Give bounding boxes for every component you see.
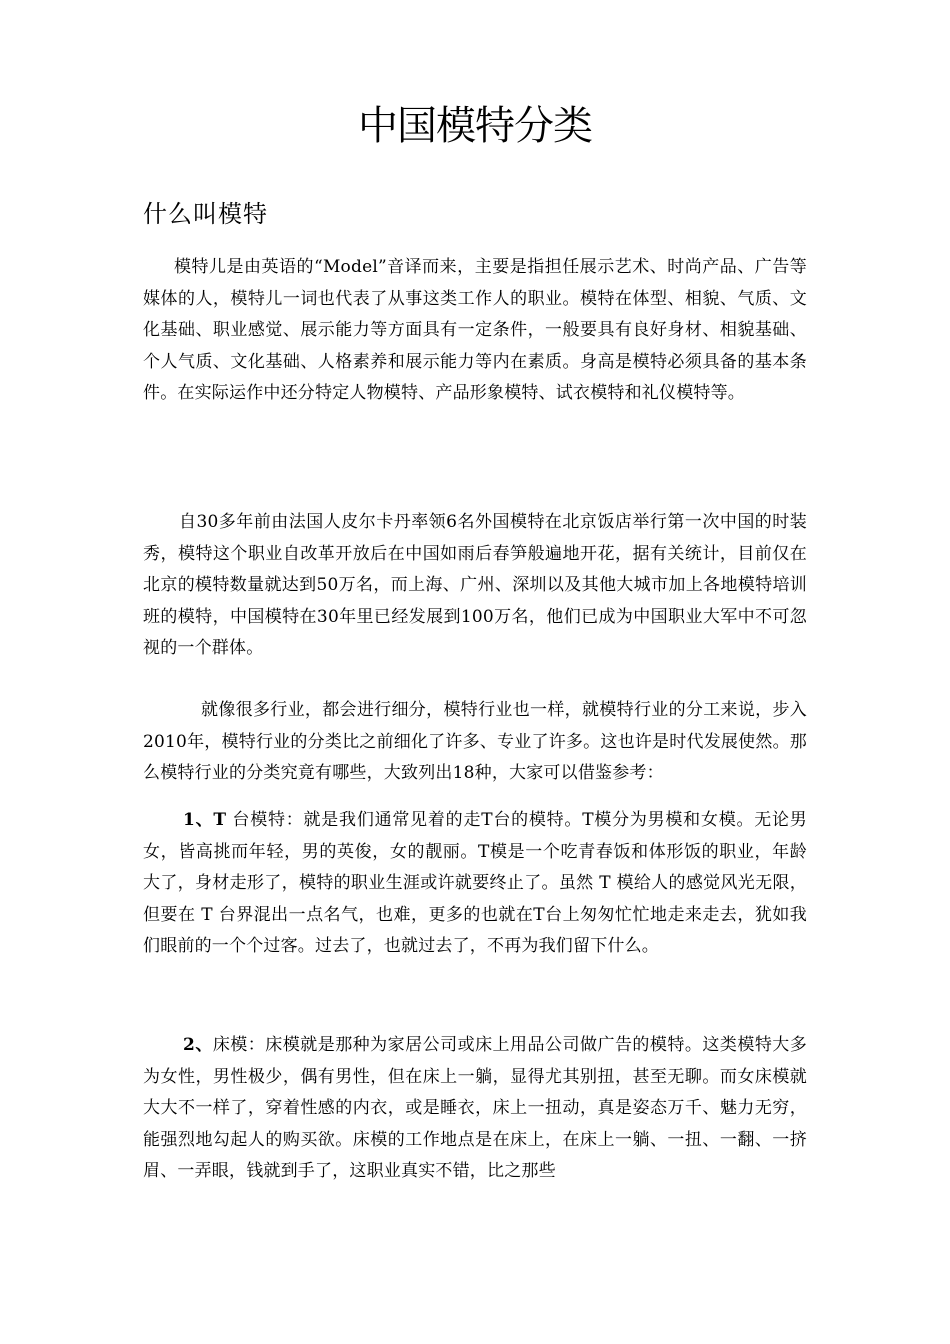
list-item-number: 1、T bbox=[183, 810, 227, 830]
paragraph-text: 模特儿是由英语的“Model”音译而来，主要是指担任展示艺术、时尚产品、广告等媒体的人，模特儿一词也代表了从事这类工作人的职业。模特在体型、相貌、气质、文化基础、职业感觉、展示能力等方面具有一定条件，一般要具有良好身材、相貌基础、个人气质、文化基础、人格素养和展示能力等内在素质。身高是模特必须具备的基本条件。在实际运作中还分特定人物模特、产品形象模特、试衣模特和礼仪模特等。 bbox=[143, 257, 807, 404]
list-item-bed-model bbox=[143, 1030, 807, 1188]
paragraph-text: 就像很多行业，都会进行细分，模特行业也一样，就模特行业的分工来说，步入2010年，模特行业的分类比之前细化了许多、专业了许多。这也许是时代发展使然。那么模特行业的分类究竟有哪些，大致列出18种，大家可以借鉴参考： bbox=[143, 700, 807, 784]
document-title: 中国模特分类 bbox=[358, 103, 592, 149]
list-item-text: 台模特：就是我们通常见着的走T台的模特。T模分为男模和女模。无论男女，皆高挑而年轻，男的英俊，女的靓丽。T模是一个吃青春饭和体形饭的职业，年龄大了，身材走形了，模特的职业生涯或许就要终止了。虽然 T 模给人的感觉风光无限，但要在 T 台界混出一点名气，也难，更多的也就在T台上匆匆忙忙地走来走去，犹如我们眼前的一个个过客。过去了，也就过去了，不再为我们留下什么。 bbox=[143, 810, 807, 957]
paragraph-text: 自30多年前由法国人皮尔卡丹率领6名外国模特在北京饭店举行第一次中国的时装秀，模特这个职业自改革开放后在中国如雨后春笋般遍地开花，据有关统计，目前仅在北京的模特数量就达到50万名，而上海、广州、深圳以及其他大城市加上各地模特培训班的模特，中国模特在30年里已经发展到100万名，他们已成为中国职业大军中不可忽视的一个群体。 bbox=[143, 512, 807, 659]
list-item-number: 2、 bbox=[183, 1035, 213, 1055]
paragraph-definition bbox=[143, 252, 807, 410]
list-item-text: 床模：床模就是那种为家居公司或床上用品公司做广告的模特。这类模特大多为女性，男性极少，偶有男性，但在床上一躺，显得尤其别扭，甚至无聊。而女床模就大大不一样了，穿着性感的内衣，或是睡衣，床上一扭动，真是姿态万千、魅力无穷，能强烈地勾起人的购买欲。床模的工作地点是在床上，在床上一躺、一扭、一翻、一挤眉、一弄眼，钱就到手了，这职业真实不错，比之那些 bbox=[143, 1035, 807, 1182]
list-item-t-stage-model bbox=[143, 805, 807, 963]
section-heading: 什么叫模特 bbox=[143, 200, 268, 228]
paragraph-history bbox=[143, 507, 807, 665]
paragraph-categories-intro bbox=[143, 695, 807, 790]
